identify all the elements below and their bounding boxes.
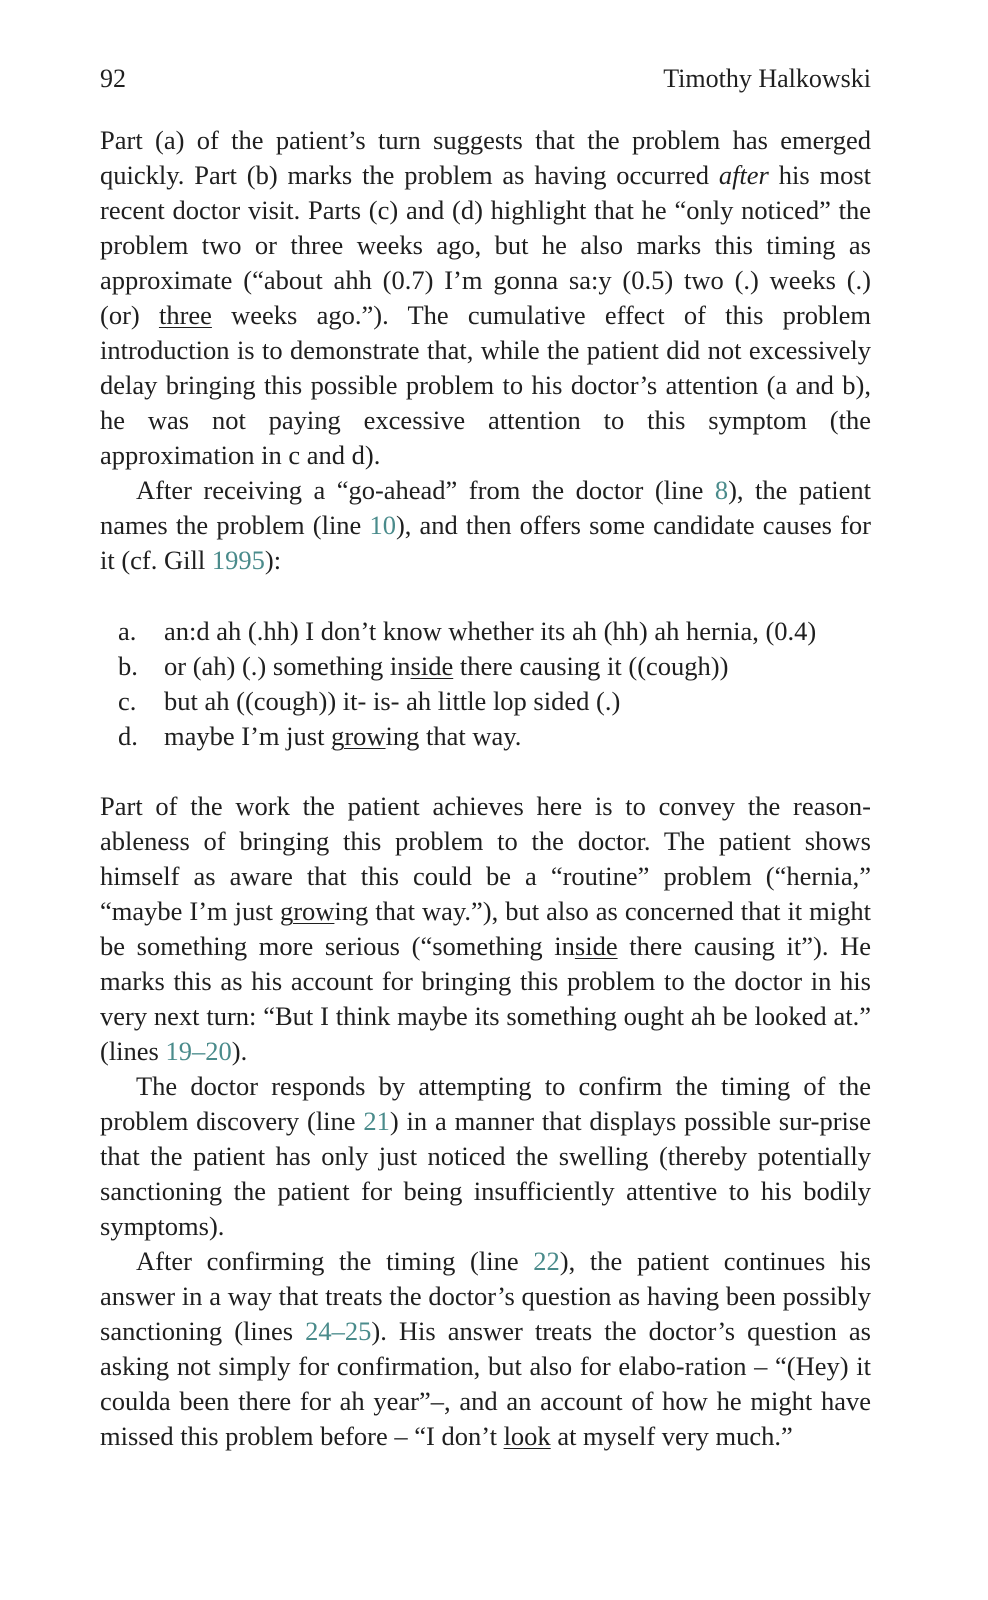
text-run: or (ah) (.) something in bbox=[164, 651, 411, 681]
underlined-word: look bbox=[503, 1421, 551, 1451]
list-item bbox=[100, 614, 871, 649]
citation-link[interactable]: 1995 bbox=[211, 545, 265, 575]
line-reference-link[interactable]: 24–25 bbox=[305, 1316, 372, 1346]
text-run: Part (a) of the patient’s turn suggests that the problem has emerged quickly. Part (b) marks the problem as having occurred bbox=[100, 125, 871, 190]
line-reference-link[interactable]: 21 bbox=[363, 1106, 390, 1136]
underlined-word: grow bbox=[279, 896, 335, 926]
emphasis: after bbox=[718, 160, 769, 190]
text-run: ), the patient names the problem (line bbox=[100, 475, 871, 540]
underlined-word: side bbox=[410, 651, 454, 681]
list-marker: a. bbox=[118, 616, 137, 646]
line-reference-link[interactable]: 8 bbox=[714, 475, 729, 505]
line-reference-link[interactable]: 22 bbox=[533, 1246, 560, 1276]
text-run: The doctor responds by attempting to confirm the timing of the problem discovery (line bbox=[100, 1071, 871, 1136]
paragraph-3 bbox=[100, 789, 871, 1069]
text-run: but ah ((cough)) it- is- ah little lop sided (.) bbox=[164, 686, 621, 716]
text-run: there causing it”). He marks this as his account for bringing this problem to the doctor in his very next turn: “But I think maybe its something ought ah be looked at.” (lines bbox=[100, 931, 872, 1066]
page-body bbox=[100, 123, 871, 1454]
list-item bbox=[100, 649, 871, 684]
line-reference-link[interactable]: 10 bbox=[369, 510, 396, 540]
line-reference-link[interactable]: 19–20 bbox=[165, 1036, 232, 1066]
text-run: there causing it ((cough)) bbox=[453, 651, 729, 681]
text-run: ), and then offers some candidate causes for it (cf. Gill bbox=[100, 510, 871, 575]
text-run: his most recent doctor visit. Parts (c) and (d) highlight that he “only noticed” the problem two or three weeks ago, but he also marks this timing as approximate (“about ahh (0.7) I’m gonna sa:y (0.5) two (.) weeks (.) (or) bbox=[100, 160, 872, 330]
list-marker: b. bbox=[118, 651, 138, 681]
text-run: weeks ago.”). The cumulative effect of this problem introduction is to demonstrate that, while the patient did not excessively delay bringing this possible problem to his doctor’s attention (a and b), he was not paying excessive attention to this symptom (the approximation in c and d). bbox=[100, 300, 871, 470]
text-run: ing that way. bbox=[385, 721, 522, 751]
example-list bbox=[100, 614, 871, 754]
list-marker: d. bbox=[118, 721, 138, 751]
text-run: ) in a manner that displays possible sur-prise that the patient has only just noticed the swelling (thereby potentially sanctioning the patient for being insufficiently attentive to his bodily symptoms). bbox=[100, 1106, 871, 1241]
text-run: maybe I’m just bbox=[164, 721, 332, 751]
paragraph-2 bbox=[100, 473, 871, 578]
text-run: ). bbox=[231, 1036, 248, 1066]
paragraph-1 bbox=[100, 123, 871, 473]
text-run: an:d ah (.hh) I don’t know whether its ah (hh) ah hernia, (0.4) bbox=[164, 616, 817, 646]
underlined-word: three bbox=[158, 300, 212, 330]
text-run: ing that way.”), but also as concerned that it might be something more serious (“something in bbox=[100, 896, 871, 961]
text-run: ). His answer treats the doctor’s question as asking not simply for confirmation, but also for elabo-ration – “(Hey) it coulda been there for ah year”–, and an account of how he might have missed this problem before – “I don’t bbox=[100, 1316, 871, 1451]
paragraph-4 bbox=[100, 1069, 871, 1244]
text-run: ): bbox=[264, 545, 282, 575]
list-item bbox=[100, 684, 871, 719]
list-item bbox=[100, 719, 871, 754]
text-run: After confirming the timing (line bbox=[136, 1246, 534, 1276]
running-head-author: Timothy Halkowski bbox=[663, 64, 871, 93]
list-marker: c. bbox=[118, 686, 137, 716]
page-number: 92 bbox=[100, 64, 126, 93]
underlined-word: side bbox=[574, 931, 618, 961]
underlined-word: grow bbox=[331, 721, 386, 751]
text-run: ), the patient continues his answer in a way that treats the doctor’s question as having been possibly sanctioning (lines bbox=[100, 1246, 871, 1346]
paragraph-5 bbox=[100, 1244, 871, 1454]
text-run: at myself very much.” bbox=[550, 1421, 793, 1451]
text-run: Part of the work the patient achieves here is to convey the reason-ableness of bringing this problem to the doctor. The patient shows himself as aware that this could be a “routine” problem (“hernia,” “maybe I’m just bbox=[100, 791, 871, 926]
text-run: After receiving a “go-ahead” from the doctor (line bbox=[136, 475, 715, 505]
